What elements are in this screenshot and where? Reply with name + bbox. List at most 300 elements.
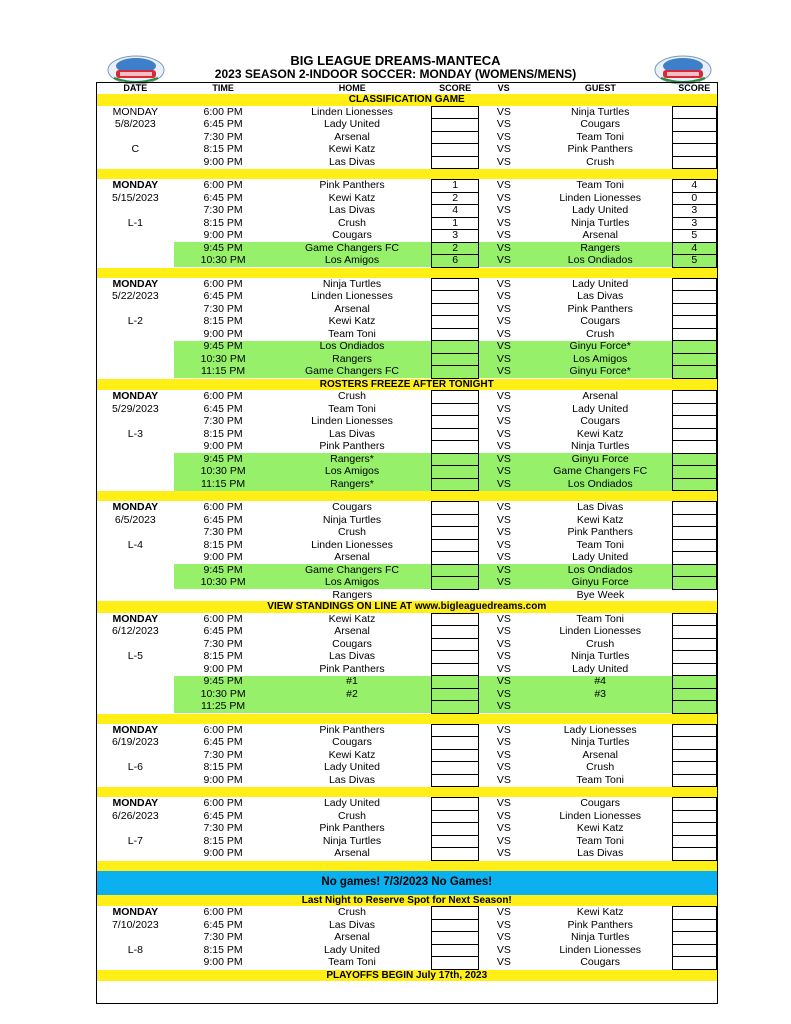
guest-score-box — [672, 527, 716, 540]
separator-cell — [97, 713, 717, 724]
home-score-box — [432, 957, 478, 970]
home-team-cell: Rangers* — [273, 453, 432, 466]
guest-team-cell: Los Ondiados — [529, 564, 672, 577]
separator-cell — [97, 860, 717, 871]
notice-banner — [97, 969, 717, 981]
date-cell — [97, 156, 174, 169]
guest-score-box — [672, 403, 716, 416]
time-cell: 6:45 PM — [203, 625, 243, 638]
table-row — [97, 353, 717, 366]
date-cell: 5/22/2023 — [111, 290, 159, 303]
home-score-box — [432, 613, 478, 626]
home-team-cell: Los Ondiados — [273, 341, 432, 354]
date-cell — [97, 353, 174, 366]
guest-team-cell — [529, 701, 672, 714]
date-cell — [97, 957, 174, 970]
time-cell: 6:45 PM — [203, 192, 243, 204]
home-score-box — [432, 366, 478, 379]
time-cell: 9:45 PM — [174, 341, 273, 354]
guest-team-cell: Pink Panthers — [567, 143, 633, 156]
guest-score-box — [672, 613, 716, 626]
guest-score-box — [672, 514, 716, 527]
guest-team-cell: Bye Week — [576, 589, 625, 601]
guest-team-cell: Rangers — [529, 242, 672, 255]
guest-score-box — [672, 823, 716, 836]
table-row — [97, 514, 717, 527]
home-team-cell: Cougars — [332, 501, 372, 514]
vs-cell: VS — [496, 278, 511, 290]
vs-cell: VS — [496, 625, 511, 638]
date-cell — [97, 328, 174, 341]
home-score-box — [432, 835, 478, 848]
guest-score-box — [672, 919, 716, 932]
vs-cell: VS — [496, 106, 511, 118]
date-cell: MONDAY — [112, 724, 159, 736]
vs-cell: VS — [496, 526, 511, 539]
vs-cell: VS — [496, 774, 511, 786]
separator-cell — [97, 787, 717, 798]
guest-score-box — [672, 663, 716, 676]
guest-team-cell: Kewi Katz — [576, 428, 624, 440]
guest-score-box: 4 — [672, 180, 716, 193]
guest-score-box — [672, 341, 716, 354]
notice-banner — [97, 895, 717, 907]
home-team-cell: Lady United — [323, 944, 381, 956]
separator-cell — [97, 267, 717, 278]
table-row — [97, 688, 717, 701]
guest-team-cell: Pink Panthers — [567, 303, 633, 315]
guest-team-cell: Lady United — [572, 403, 629, 415]
home-score-box — [432, 539, 478, 552]
vs-cell: VS — [496, 428, 511, 440]
home-team-cell: Pink Panthers — [319, 663, 385, 675]
table-row — [97, 919, 717, 932]
guest-score-box — [672, 798, 716, 811]
table-row — [97, 192, 717, 205]
home-team-cell: Team Toni — [328, 403, 376, 415]
time-cell: 11:15 PM — [174, 366, 273, 379]
vs-cell: VS — [496, 835, 511, 847]
separator-cell — [97, 491, 717, 502]
date-cell — [97, 749, 174, 762]
guest-score-box — [672, 762, 716, 775]
vs-cell: VS — [478, 242, 528, 255]
guest-score-box — [672, 626, 716, 639]
home-team-cell: Game Changers FC — [273, 366, 432, 379]
col-guest-header: GUEST — [584, 83, 616, 93]
home-team-cell: Las Divas — [328, 428, 376, 440]
table-row — [97, 502, 717, 515]
home-team-cell: Crush — [337, 810, 366, 822]
time-cell: 6:00 PM — [203, 613, 243, 625]
home-team-cell: Arsenal — [334, 131, 370, 143]
table-row — [97, 932, 717, 945]
time-cell: 6:45 PM — [203, 514, 243, 526]
time-cell: 9:00 PM — [203, 229, 243, 242]
date-cell — [97, 701, 174, 714]
date-cell — [97, 527, 174, 540]
home-team-cell: #1 — [273, 676, 432, 689]
guest-team-cell: Linden Lionesses — [559, 625, 642, 638]
guest-score-box — [672, 577, 716, 590]
col-date-header: DATE — [123, 83, 148, 93]
vs-cell: VS — [496, 204, 511, 217]
home-score-box — [432, 328, 478, 341]
home-team-cell: Cougars — [332, 229, 372, 242]
guest-team-cell: Arsenal — [582, 749, 618, 761]
guest-team-cell: Cougars — [580, 797, 621, 810]
table-row — [97, 242, 717, 255]
time-cell: 6:00 PM — [203, 724, 243, 736]
home-team-cell: Pink Panthers — [319, 822, 385, 835]
date-cell: L-1 — [127, 217, 143, 229]
home-team-cell: Linden Lionesses — [311, 290, 393, 303]
time-cell: 8:15 PM — [203, 539, 243, 551]
home-team-cell: Rangers* — [273, 478, 432, 491]
table-row — [97, 441, 717, 454]
guest-score-box — [672, 291, 716, 304]
guest-team-cell: Kewi Katz — [576, 514, 624, 526]
guest-score-box — [672, 328, 716, 341]
date-cell — [97, 552, 174, 565]
home-score-box — [432, 478, 478, 491]
home-score-box — [432, 303, 478, 316]
time-cell: 8:15 PM — [203, 761, 243, 774]
vs-cell: VS — [478, 688, 528, 701]
date-cell: C — [131, 143, 140, 156]
guest-team-cell: Los Ondiados — [529, 255, 672, 268]
vs-cell: VS — [478, 676, 528, 689]
col-time-header: TIME — [212, 83, 234, 93]
table-row — [97, 626, 717, 639]
guest-team-cell: Arsenal — [582, 390, 618, 403]
time-cell: 7:30 PM — [203, 822, 243, 835]
guest-score-box: 0 — [672, 192, 716, 205]
home-team-cell — [273, 701, 432, 714]
home-score-box — [432, 131, 478, 144]
home-score-box: 3 — [432, 230, 478, 243]
home-score-box — [432, 428, 478, 441]
time-cell: 6:45 PM — [203, 118, 243, 131]
home-score-box — [432, 514, 478, 527]
table-row — [97, 131, 717, 144]
time-cell: 9:00 PM — [203, 156, 243, 168]
guest-team-cell: Kewi Katz — [576, 822, 624, 835]
vs-cell: VS — [478, 255, 528, 268]
date-cell — [97, 932, 174, 945]
home-score-box — [432, 798, 478, 811]
home-score-box: 1 — [432, 217, 478, 230]
guest-team-cell: Lady Lionesses — [563, 724, 637, 736]
notice-banner — [97, 94, 717, 106]
home-score-box — [432, 688, 478, 701]
home-score-box — [432, 278, 478, 291]
table-row — [97, 230, 717, 243]
guest-team-cell: #4 — [529, 676, 672, 689]
guest-score-box — [672, 391, 716, 404]
vs-cell: VS — [478, 353, 528, 366]
home-team-cell: Crush — [337, 217, 366, 229]
vs-cell: VS — [496, 179, 511, 192]
col-vs-header: VS — [497, 83, 510, 93]
vs-cell: VS — [496, 797, 511, 810]
guest-score-box — [672, 366, 716, 379]
guest-team-cell: Ninja Turtles — [571, 650, 630, 663]
guest-score-box — [672, 749, 716, 762]
date-cell — [97, 848, 174, 861]
time-cell: 7:30 PM — [203, 526, 243, 539]
guest-score-box — [672, 453, 716, 466]
banner-text: No games! 7/3/2023 No Games! — [97, 871, 717, 895]
date-cell — [97, 688, 174, 701]
guest-team-cell: Crush — [586, 156, 615, 168]
home-team-cell: Game Changers FC — [273, 564, 432, 577]
table-row — [97, 676, 717, 689]
guest-score-box — [672, 957, 716, 970]
vs-cell: VS — [478, 577, 528, 590]
date-cell — [97, 823, 174, 836]
col-score-header: SCORE — [439, 83, 472, 93]
guest-score-box — [672, 589, 716, 601]
vs-cell: VS — [496, 501, 511, 514]
home-score-box — [432, 724, 478, 737]
home-team-cell: Kewi Katz — [328, 613, 376, 625]
table-row — [97, 466, 717, 479]
time-cell: 7:30 PM — [203, 303, 243, 315]
vs-cell: VS — [496, 944, 511, 956]
date-cell: 7/10/2023 — [111, 919, 159, 931]
time-cell: 8:15 PM — [203, 428, 243, 440]
guest-score-box — [672, 156, 716, 169]
vs-cell: VS — [496, 847, 511, 860]
home-team-cell: Lady United — [323, 797, 381, 810]
home-score-box — [432, 944, 478, 957]
guest-score-box — [672, 564, 716, 577]
date-cell — [97, 205, 174, 218]
vs-cell: VS — [496, 749, 511, 761]
home-team-cell: Las Divas — [328, 650, 376, 663]
home-team-cell: #2 — [273, 688, 432, 701]
page-title: BIG LEAGUE DREAMS-MANTECA — [290, 53, 501, 68]
table-row — [97, 328, 717, 341]
home-score-box: 2 — [432, 192, 478, 205]
home-score-box — [432, 651, 478, 664]
week-separator — [97, 787, 717, 798]
guest-score-box — [672, 119, 716, 132]
guest-team-cell: Pink Panthers — [567, 919, 633, 931]
guest-team-cell: Lady United — [572, 278, 629, 290]
big-league-dreams-logo-icon — [106, 52, 166, 86]
guest-score-box — [672, 466, 716, 479]
vs-cell: VS — [496, 315, 511, 328]
home-team-cell: Pink Panthers — [319, 440, 385, 453]
table-row — [97, 577, 717, 590]
home-team-cell: Arsenal — [334, 303, 370, 315]
guest-team-cell: Linden Lionesses — [559, 810, 642, 822]
home-score-box: 1 — [432, 180, 478, 193]
banner-text: ROSTERS FREEZE AFTER TONIGHT — [97, 378, 717, 391]
guest-team-cell: Lady United — [572, 204, 629, 217]
table-row — [97, 589, 717, 601]
time-cell: 6:00 PM — [203, 179, 243, 192]
home-score-box — [432, 663, 478, 676]
home-score-box — [432, 441, 478, 454]
time-cell: 9:00 PM — [203, 551, 243, 564]
vs-cell: VS — [496, 663, 511, 675]
time-cell: 11:25 PM — [174, 701, 273, 714]
table-header-row — [97, 83, 717, 94]
guest-team-cell: Cougars — [580, 956, 621, 969]
table-row — [97, 774, 717, 787]
guest-team-cell: Ginyu Force — [529, 577, 672, 590]
table-row — [97, 180, 717, 193]
home-score-box — [432, 316, 478, 329]
vs-cell: VS — [478, 701, 528, 714]
table-row — [97, 663, 717, 676]
table-row — [97, 478, 717, 491]
table-row — [97, 156, 717, 169]
table-row — [97, 291, 717, 304]
guest-score-box — [672, 651, 716, 664]
table-row — [97, 255, 717, 268]
time-cell: 10:30 PM — [174, 466, 273, 479]
week-separator — [97, 860, 717, 871]
time-cell: 8:15 PM — [203, 835, 243, 847]
date-cell: L-3 — [127, 428, 143, 440]
table-row — [97, 798, 717, 811]
home-score-box — [432, 341, 478, 354]
guest-score-box — [672, 478, 716, 491]
guest-team-cell: Cougars — [580, 118, 621, 131]
separator-cell — [97, 169, 717, 180]
table-row — [97, 823, 717, 836]
guest-score-box — [672, 932, 716, 945]
home-team-cell: Lady United — [323, 118, 381, 131]
notice-banner — [97, 378, 717, 391]
home-score-box — [432, 676, 478, 689]
vs-cell: VS — [496, 650, 511, 663]
home-team-cell: Los Amigos — [273, 255, 432, 268]
guest-score-box — [672, 907, 716, 920]
home-team-cell: Ninja Turtles — [322, 514, 382, 526]
guest-score-box — [672, 539, 716, 552]
vs-cell: VS — [496, 919, 511, 931]
time-cell: 7:30 PM — [203, 131, 243, 143]
home-score-box — [432, 527, 478, 540]
guest-team-cell: Team Toni — [576, 835, 625, 847]
table-row — [97, 119, 717, 132]
home-score-box — [432, 466, 478, 479]
time-cell — [174, 589, 273, 601]
table-row — [97, 701, 717, 714]
date-cell: L-4 — [127, 539, 143, 551]
time-cell: 6:00 PM — [203, 797, 243, 810]
date-cell — [97, 676, 174, 689]
vs-cell: VS — [496, 390, 511, 403]
big-league-dreams-logo-icon — [653, 52, 713, 86]
home-score-box — [432, 737, 478, 750]
guest-team-cell: Cougars — [580, 315, 621, 328]
guest-score-box — [672, 106, 716, 119]
table-row — [97, 638, 717, 651]
home-score-box — [432, 774, 478, 787]
date-cell: MONDAY — [112, 179, 159, 192]
time-cell: 9:00 PM — [203, 774, 243, 786]
table-row — [97, 428, 717, 441]
table-row — [97, 205, 717, 218]
vs-cell: VS — [496, 810, 511, 822]
home-team-cell: Linden Lionesses — [311, 106, 393, 118]
date-cell — [97, 466, 174, 479]
home-score-box — [432, 907, 478, 920]
home-team-cell: Arsenal — [334, 847, 370, 860]
home-score-box — [432, 810, 478, 823]
time-cell: 8:15 PM — [203, 650, 243, 663]
guest-score-box — [672, 774, 716, 787]
time-cell: 6:45 PM — [203, 810, 243, 822]
vs-cell: VS — [496, 736, 511, 749]
vs-cell: VS — [478, 453, 528, 466]
date-cell — [97, 230, 174, 243]
time-cell: 6:45 PM — [203, 403, 243, 415]
vs-cell: VS — [478, 366, 528, 379]
home-score-box — [432, 391, 478, 404]
home-team-cell: Kewi Katz — [328, 143, 376, 156]
home-score-box — [432, 564, 478, 577]
vs-cell: VS — [496, 131, 511, 143]
home-team-cell: Los Amigos — [273, 466, 432, 479]
guest-score-box — [672, 835, 716, 848]
date-cell: MONDAY — [112, 797, 159, 810]
home-score-box — [432, 119, 478, 132]
time-cell: 6:45 PM — [203, 919, 243, 931]
home-score-box — [432, 701, 478, 714]
col-guest-score-header: SCORE — [678, 83, 711, 93]
guest-team-cell: Ninja Turtles — [571, 736, 630, 749]
guest-score-box — [672, 441, 716, 454]
guest-team-cell: Team Toni — [576, 179, 625, 192]
vs-cell: VS — [496, 415, 511, 428]
guest-score-box — [672, 688, 716, 701]
guest-team-cell: Team Toni — [576, 774, 625, 786]
guest-team-cell: Crush — [586, 761, 615, 774]
guest-team-cell: Lady United — [572, 663, 629, 675]
vs-cell — [478, 589, 528, 601]
notice-banner — [97, 601, 717, 613]
home-team-cell: Los Amigos — [273, 577, 432, 590]
table-row — [97, 835, 717, 848]
guest-team-cell: Las Divas — [577, 290, 624, 303]
table-row — [97, 907, 717, 920]
guest-team-cell: Ninja Turtles — [571, 440, 630, 453]
home-score-box — [432, 144, 478, 157]
table-row — [97, 613, 717, 626]
table-row — [97, 416, 717, 429]
vs-cell: VS — [496, 217, 511, 229]
guest-team-cell: Ninja Turtles — [571, 217, 630, 229]
home-score-box — [432, 848, 478, 861]
date-cell: 5/29/2023 — [111, 403, 159, 415]
date-cell: L-5 — [127, 650, 143, 663]
home-score-box — [432, 589, 478, 601]
guest-score-box: 3 — [672, 217, 716, 230]
home-team-cell: Kewi Katz — [328, 192, 376, 204]
home-score-box — [432, 353, 478, 366]
home-team-cell: Las Divas — [328, 919, 376, 931]
guest-team-cell: Team Toni — [576, 539, 625, 551]
date-cell — [97, 478, 174, 491]
home-score-box — [432, 823, 478, 836]
